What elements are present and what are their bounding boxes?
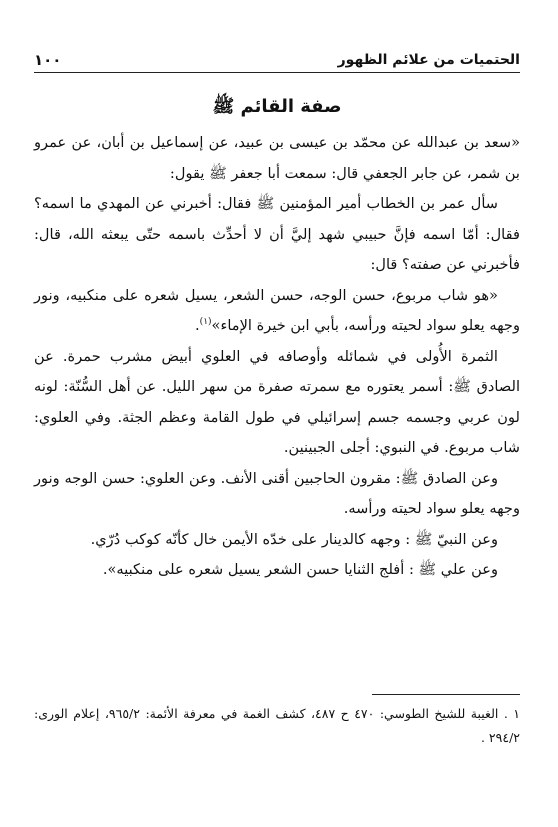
paragraph-description <box>34 281 520 342</box>
paragraph-sadiq: وعن الصادق ﷺ: مقرون الحاجبين أقنى الأنف. وعن العلوي: حسن الوجه ونور وجهه يعلو سواد لحيته ورأسه. <box>34 469 520 517</box>
paragraph-question: سأل عمر بن الخطاب أمير المؤمنين ﷺ فقال: أخبرني عن المهدي ما اسمه؟ فقال: أمّا اسمه فإنَّ حبيبي شهد إليَّ أن لا أحدِّث باسمه حتّى يبعثه الله، قال: فأخبرني عن صفته؟ قال: <box>34 195 520 273</box>
description-text: «هو شاب مربوع، حسن الوجه، حسن الشعر، يسيل شعره على منكبيه، ونور وجهه يعلو سواد لحيته ورأسه، بأبي ابن خيرة الإماء» <box>34 286 520 334</box>
section-title: صفة القائم ﷺ <box>212 96 342 117</box>
page-number: ١٠٠ <box>34 51 62 69</box>
description-end: . <box>195 317 200 334</box>
running-title: الحتميات من علائم الظهور <box>337 52 520 68</box>
page-header <box>34 50 520 73</box>
paragraph-prophet: وعن النبيّ ﷺ : وجهه كالدينار على خدّه الأيمن خال كأنّه كوكب دُرّي. <box>90 530 498 548</box>
footnote-divider <box>372 694 520 695</box>
page-body <box>34 90 520 586</box>
paragraph-ali: وعن علي ﷺ : أفلج الثنايا حسن الشعر يسيل شعره على منكبيه». <box>102 561 498 578</box>
footnote-reference: (١) <box>199 317 212 328</box>
footnote: ١ . الغيبة للشيخ الطوسي: ٤٧٠ ح ٤٨٧، كشف الغمة في معرفة الأئمة: ٩٦٥/٢، إعلام الورى: ٢٩٤/٢ . <box>34 706 521 745</box>
paragraph-isnad: «سعد بن عبدالله عن محمّد بن عيسى بن عبيد، عن إسماعيل بن أبان، عن عمرو بن شمر، عن جابر الجعفي قال: سمعت أبا جعفر ﷺ يقول: <box>34 134 520 182</box>
paragraph-first-fruit: الثمرة الأُولى في شمائله وأوصافه في العلوي أبيض مشرب حمرة. عن الصادق ﷺ: أسمر يعتوره مع سمرته صفرة من سهر الليل. عن أهل السُّنّة: لونه لون عربي وجسمه جسم إسرائيلي في طول القامة وعظم الجثة. وفي العلوي: شاب مربوع. في النبوي: أجلى الجبينين. <box>34 347 520 456</box>
